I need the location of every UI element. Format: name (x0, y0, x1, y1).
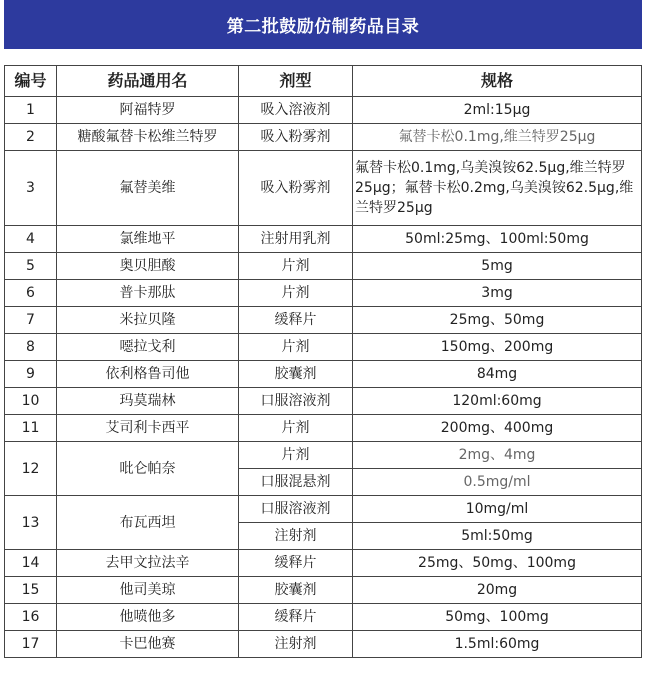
header-dosage-form: 剂型 (239, 66, 353, 97)
drug-table (4, 65, 642, 658)
drug-name: 吡仑帕奈 (57, 442, 239, 496)
table-row (5, 577, 642, 604)
specification: 10mg/ml (353, 496, 642, 523)
specification: 50mg、100mg (353, 604, 642, 631)
table-row (5, 361, 642, 388)
drug-name: 糖酸氟替卡松维兰特罗 (57, 124, 239, 151)
specification: 25mg、50mg (353, 307, 642, 334)
specification: 150mg、200mg (353, 334, 642, 361)
dosage-form: 注射用乳剂 (239, 226, 353, 253)
specification: 氟替卡松0.1mg,维兰特罗25μg (353, 124, 642, 151)
drug-name: 卡巴他赛 (57, 631, 239, 658)
dosage-form: 片剂 (239, 253, 353, 280)
header-specification: 规格 (353, 66, 642, 97)
drug-name: 艾司利卡西平 (57, 415, 239, 442)
dosage-form: 缓释片 (239, 604, 353, 631)
specification: 5ml:50mg (353, 523, 642, 550)
dosage-form: 片剂 (239, 280, 353, 307)
specification: 20mg (353, 577, 642, 604)
dosage-form: 吸入粉雾剂 (239, 124, 353, 151)
dosage-form: 胶囊剂 (239, 577, 353, 604)
dosage-form: 缓释片 (239, 307, 353, 334)
dosage-form: 口服溶液剂 (239, 388, 353, 415)
specification: 5mg (353, 253, 642, 280)
drug-name: 玛莫瑞林 (57, 388, 239, 415)
row-number: 11 (5, 415, 57, 442)
table-row (5, 415, 642, 442)
specification: 2ml:15μg (353, 97, 642, 124)
row-number: 9 (5, 361, 57, 388)
table-row (5, 307, 642, 334)
specification: 0.5mg/ml (353, 469, 642, 496)
title-banner (4, 0, 642, 49)
header-number: 编号 (5, 66, 57, 97)
row-number: 10 (5, 388, 57, 415)
dosage-form: 注射剂 (239, 523, 353, 550)
dosage-form: 片剂 (239, 415, 353, 442)
row-number: 15 (5, 577, 57, 604)
drug-name: 氯维地平 (57, 226, 239, 253)
header-drug-name: 药品通用名 (57, 66, 239, 97)
table-row (5, 226, 642, 253)
row-number: 13 (5, 496, 57, 550)
drug-name: 依利格鲁司他 (57, 361, 239, 388)
row-number: 2 (5, 124, 57, 151)
row-number: 6 (5, 280, 57, 307)
dosage-form: 片剂 (239, 442, 353, 469)
row-number: 7 (5, 307, 57, 334)
dosage-form: 口服混悬剂 (239, 469, 353, 496)
drug-name: 他喷他多 (57, 604, 239, 631)
dosage-form: 吸入溶液剂 (239, 97, 353, 124)
specification: 50ml:25mg、100ml:50mg (353, 226, 642, 253)
specification: 25mg、50mg、100mg (353, 550, 642, 577)
row-number: 5 (5, 253, 57, 280)
row-number: 12 (5, 442, 57, 496)
dosage-form: 注射剂 (239, 631, 353, 658)
drug-name: 阿福特罗 (57, 97, 239, 124)
specification: 1.5ml:60mg (353, 631, 642, 658)
drug-name: 氟替美维 (57, 151, 239, 226)
dosage-form: 吸入粉雾剂 (239, 151, 353, 226)
table-row (5, 334, 642, 361)
row-number: 16 (5, 604, 57, 631)
specification: 氟替卡松0.1mg,乌美溴铵62.5μg,维兰特罗25μg；氟替卡松0.2mg,乌美溴铵62.5μg,维兰特罗25μg (353, 151, 642, 226)
table-row (5, 253, 642, 280)
drug-name: 普卡那肽 (57, 280, 239, 307)
specification: 2mg、4mg (353, 442, 642, 469)
drug-name: 噁拉戈利 (57, 334, 239, 361)
specification: 84mg (353, 361, 642, 388)
table-row (5, 97, 642, 124)
dosage-form: 胶囊剂 (239, 361, 353, 388)
header-row (5, 66, 642, 97)
table-row (5, 124, 642, 151)
drug-name: 去甲文拉法辛 (57, 550, 239, 577)
table-row (5, 631, 642, 658)
drug-name: 他司美琼 (57, 577, 239, 604)
dosage-form: 缓释片 (239, 550, 353, 577)
specification: 3mg (353, 280, 642, 307)
table-row (5, 550, 642, 577)
table-row (5, 604, 642, 631)
specification: 200mg、400mg (353, 415, 642, 442)
row-number: 4 (5, 226, 57, 253)
page-title: 第二批鼓励仿制药品目录 (226, 17, 420, 37)
row-number: 1 (5, 97, 57, 124)
drug-name: 布瓦西坦 (57, 496, 239, 550)
dosage-form: 片剂 (239, 334, 353, 361)
table-row (5, 388, 642, 415)
drug-name: 奥贝胆酸 (57, 253, 239, 280)
row-number: 14 (5, 550, 57, 577)
table-row (5, 496, 642, 523)
table-row (5, 280, 642, 307)
table-row (5, 442, 642, 469)
dosage-form: 口服溶液剂 (239, 496, 353, 523)
row-number: 3 (5, 151, 57, 226)
specification: 120ml:60mg (353, 388, 642, 415)
table-row (5, 151, 642, 226)
row-number: 17 (5, 631, 57, 658)
drug-name: 米拉贝隆 (57, 307, 239, 334)
row-number: 8 (5, 334, 57, 361)
